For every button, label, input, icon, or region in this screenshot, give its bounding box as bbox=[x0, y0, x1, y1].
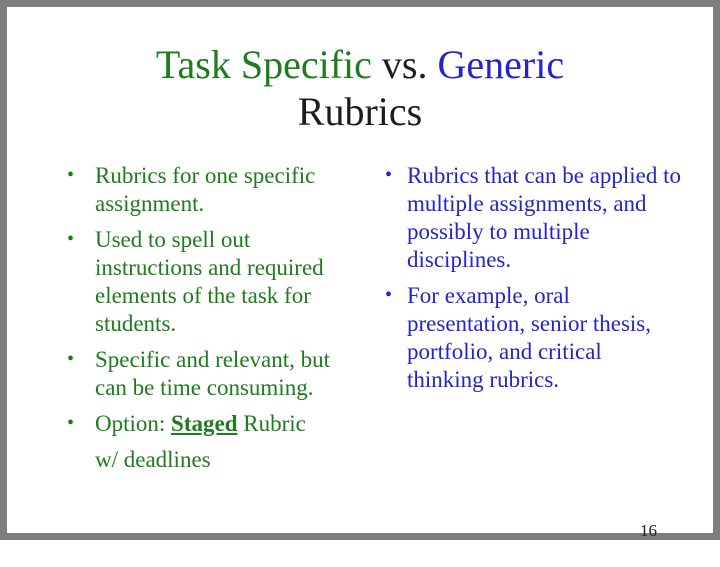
title-segment-generic: Generic bbox=[437, 42, 565, 87]
title-line1 bbox=[156, 42, 564, 87]
page-number: 16 bbox=[640, 521, 657, 540]
slide bbox=[7, 41, 713, 567]
left-column-task-specific bbox=[61, 162, 351, 482]
staged-emphasis: Staged bbox=[171, 410, 238, 436]
list-item-text bbox=[95, 411, 351, 474]
list-item bbox=[61, 226, 351, 338]
list-item-text: Specific and relevant, but can be time consuming. bbox=[95, 346, 331, 400]
bullet-icon: • bbox=[385, 283, 393, 306]
list-item bbox=[383, 282, 683, 394]
bullet-icon: • bbox=[67, 163, 75, 186]
option-suffix: Rubric bbox=[237, 410, 306, 436]
list-item bbox=[383, 162, 683, 274]
title-segment-task-specific: Task Specific bbox=[155, 42, 372, 87]
list-item bbox=[61, 162, 351, 218]
bullet-icon: • bbox=[67, 347, 75, 370]
list-item-text: Used to spell out instructions and required elements of the task for students. bbox=[95, 226, 324, 336]
option-second-line: w/ deadlines bbox=[95, 446, 211, 472]
title-line2: Rubrics bbox=[297, 89, 423, 134]
bullet-icon: • bbox=[67, 227, 75, 250]
bullet-icon: • bbox=[385, 163, 393, 186]
bullet-icon: • bbox=[67, 411, 75, 434]
slide-title bbox=[7, 41, 713, 135]
list-item bbox=[61, 346, 351, 402]
title-segment-vs: vs. bbox=[371, 42, 438, 87]
list-item-text: Rubrics that can be applied to multiple assignments, and possibly to multiple disciplines. bbox=[407, 162, 682, 272]
right-column-generic bbox=[383, 162, 683, 482]
list-item-text: Rubrics for one specific assignment. bbox=[95, 162, 316, 216]
list-item-text: For example, oral presentation, senior thesis, portfolio, and critical thinking rubrics. bbox=[407, 282, 652, 392]
list-item-staged-option bbox=[61, 410, 351, 474]
left-bullet-list bbox=[61, 162, 351, 474]
two-column-body bbox=[7, 162, 713, 482]
option-prefix: Option: bbox=[95, 410, 172, 436]
right-bullet-list bbox=[383, 162, 683, 394]
